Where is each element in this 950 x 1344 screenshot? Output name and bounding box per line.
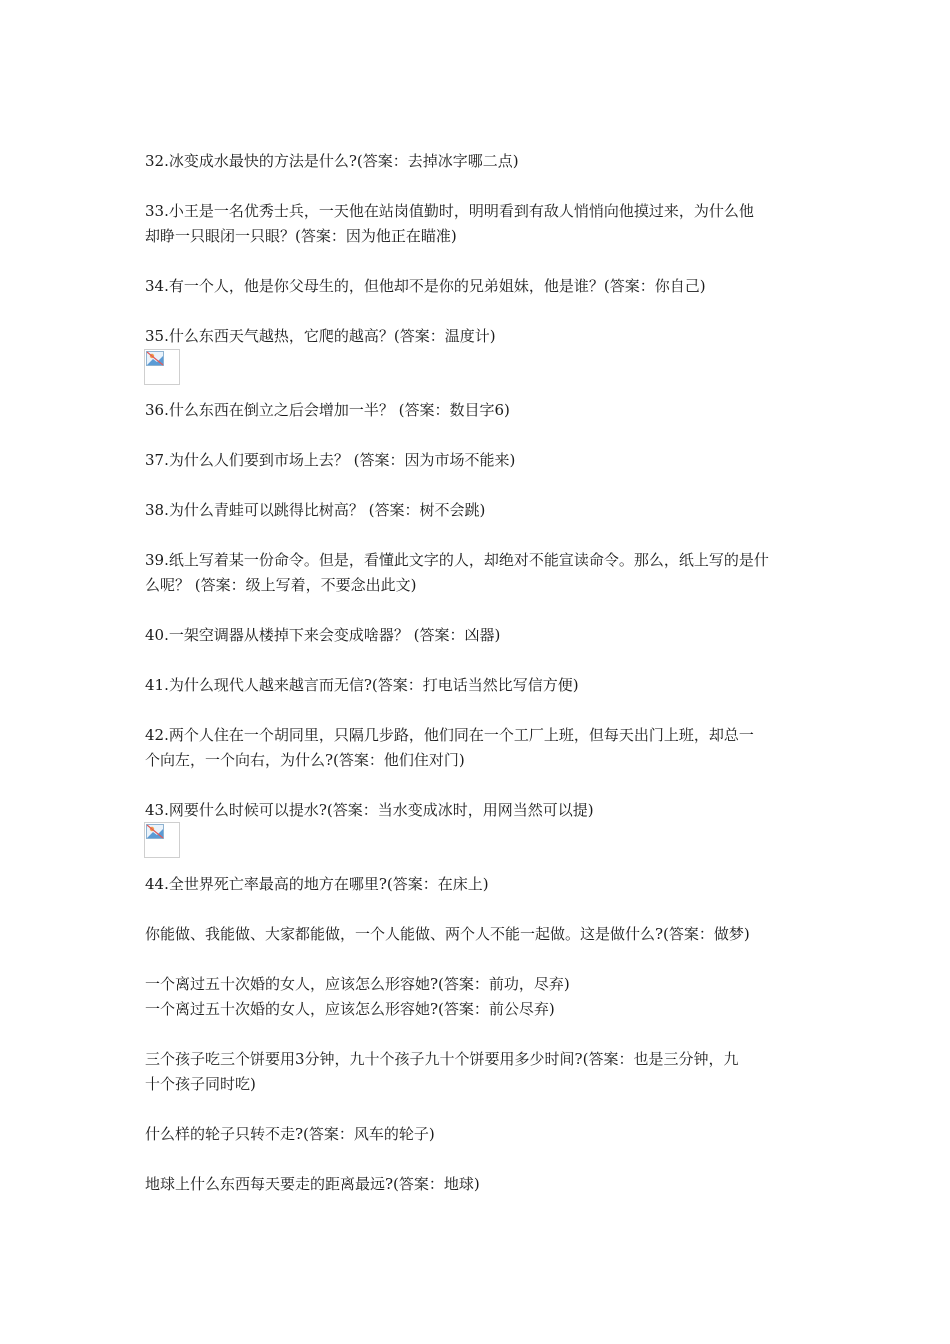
question-36: 36.什么东西在倒立之后会增加一半？ (答案：数目字6)	[145, 401, 510, 419]
question-33-line-2: 却睁一只眼闭一只眼？(答案：因为他正在瞄准)	[145, 227, 457, 245]
riddle-divorce-1: 一个离过五十次婚的女人，应该怎么形容她?(答案：前功，尽弃)	[145, 975, 570, 993]
question-34: 34.有一个人，他是你父母生的，但他却不是你的兄弟姐妹，他是谁？(答案：你自己)	[145, 277, 706, 295]
question-35: 35.什么东西天气越热，它爬的越高？(答案：温度计)	[145, 327, 496, 345]
question-42-line-2: 个向左，一个向右，为什么?(答案：他们住对门)	[145, 751, 465, 769]
question-41: 41.为什么现代人越来越言而无信?(答案：打电话当然比写信方便)	[145, 676, 579, 694]
question-43: 43.网要什么时候可以提水?(答案：当水变成冰时，用网当然可以提)	[145, 801, 594, 819]
broken-image-icon	[144, 349, 180, 385]
riddle-cakes-line-2: 十个孩子同时吃)	[145, 1075, 256, 1093]
question-40: 40.一架空调器从楼掉下来会变成啥器？ (答案：凶器)	[145, 626, 501, 644]
riddle-earth: 地球上什么东西每天要走的距离最远?(答案：地球)	[145, 1175, 480, 1193]
riddle-divorce-2: 一个离过五十次婚的女人，应该怎么形容她?(答案：前公尽弃)	[145, 1000, 555, 1018]
riddle-cakes-line-1: 三个孩子吃三个饼要用3分钟，九十个孩子九十个饼要用多少时间?(答案：也是三分钟，九	[145, 1050, 739, 1068]
question-37: 37.为什么人们要到市场上去？ (答案：因为市场不能来)	[145, 451, 516, 469]
question-44: 44.全世界死亡率最高的地方在哪里?(答案：在床上)	[145, 875, 489, 893]
broken-image-icon	[144, 822, 180, 858]
question-39-line-1: 39.纸上写着某一份命令。但是，看懂此文字的人，却绝对不能宣读命令。那么，纸上写的是什	[145, 551, 769, 569]
question-39-line-2: 么呢？ (答案：级上写着，不要念出此文)	[145, 576, 417, 594]
question-32: 32.冰变成水最快的方法是什么?(答案：去掉冰字哪二点)	[145, 152, 519, 170]
question-33-line-1: 33.小王是一名优秀士兵，一天他在站岗值勤时，明明看到有敌人悄悄向他摸过来，为什么他	[145, 202, 754, 220]
question-42-line-1: 42.两个人住在一个胡同里，只隔几步路，他们同在一个工厂上班，但每天出门上班，却总一	[145, 726, 754, 744]
question-38: 38.为什么青蛙可以跳得比树高？ (答案：树不会跳)	[145, 501, 486, 519]
riddle-wheel: 什么样的轮子只转不走?(答案：风车的轮子)	[145, 1125, 435, 1143]
riddle-dream: 你能做、我能做、大家都能做，一个人能做、两个人不能一起做。这是做什么?(答案：做梦)	[145, 925, 750, 943]
